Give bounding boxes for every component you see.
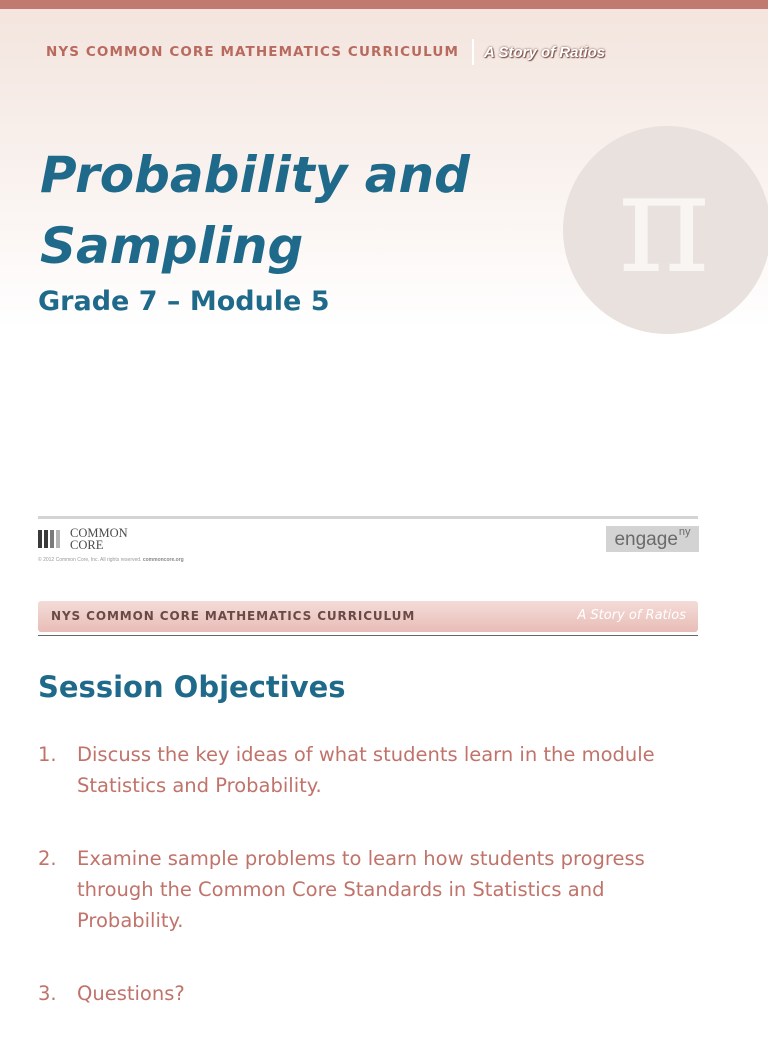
curriculum-label: NYS COMMON CORE MATHEMATICS CURRICULUM <box>46 44 460 60</box>
session-objectives-heading: Session Objectives <box>38 670 346 704</box>
objective-item <box>38 843 738 936</box>
objective-item <box>38 978 738 1009</box>
cc-bar-dark <box>38 530 42 548</box>
objectives-slide <box>0 585 768 1024</box>
engage-word: engage <box>614 529 678 550</box>
footer-divider <box>38 516 698 519</box>
title-line-1: Probability and <box>40 146 470 204</box>
cc-bar-mid <box>50 530 54 548</box>
copyright-site: commoncore.org <box>142 557 184 563</box>
banner-curriculum-label: NYS COMMON CORE MATHEMATICS CURRICULUM <box>51 609 416 623</box>
common-core-wordmark <box>70 527 128 551</box>
objective-number: 1. <box>38 743 57 766</box>
common-core-line-2: CORE <box>70 538 104 552</box>
pi-circle-graphic <box>563 126 768 334</box>
engage-superscript: ny <box>678 526 691 538</box>
objectives-list <box>38 739 738 1051</box>
banner-rule <box>38 635 698 636</box>
common-core-logo <box>38 527 128 551</box>
story-of-ratios-label: A Story of Ratios <box>484 43 606 61</box>
objective-text: Examine sample problems to learn how students progress through the Common Core Standards in Statistics and Probability. <box>77 847 645 932</box>
slide-title <box>40 140 560 282</box>
pi-icon: π <box>617 142 710 305</box>
curriculum-banner <box>38 601 698 632</box>
top-accent-bar <box>0 0 768 9</box>
objective-number: 3. <box>38 982 57 1005</box>
curriculum-header <box>46 38 605 66</box>
objective-number: 2. <box>38 847 57 870</box>
title-line-2: Sampling <box>40 217 304 275</box>
slide-subtitle: Grade 7 – Module 5 <box>38 286 330 317</box>
objective-item <box>38 739 738 801</box>
copyright-text: © 2012 Common Core, Inc. All rights reserved. <box>38 557 142 563</box>
objective-text: Discuss the key ideas of what students learn in the module Statistics and Probability. <box>77 743 655 797</box>
cc-bar-light <box>56 530 60 548</box>
banner-story-label: A Story of Ratios <box>577 608 686 623</box>
header-divider <box>472 39 474 65</box>
common-core-bars-icon <box>38 530 62 548</box>
cc-bar-dark-2 <box>44 530 48 548</box>
common-core-line-1: COMMON <box>70 526 128 540</box>
engage-ny-logo <box>606 526 699 552</box>
copyright-notice <box>38 557 184 563</box>
objective-text: Questions? <box>77 982 185 1005</box>
